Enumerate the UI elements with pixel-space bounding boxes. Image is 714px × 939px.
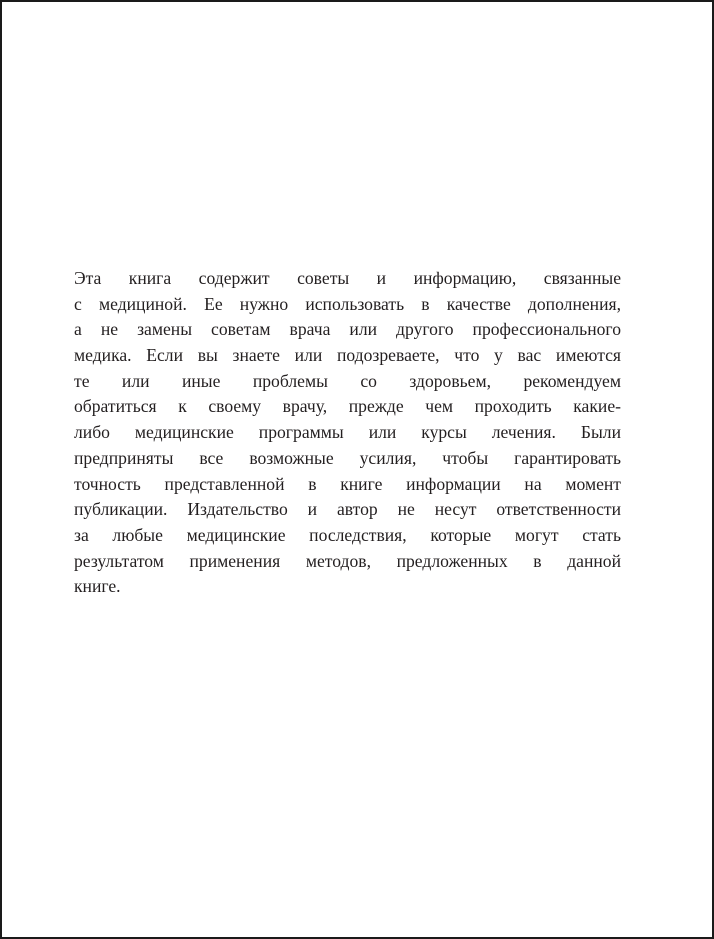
text-line: точность представленной в книге информации на момент [74, 473, 621, 494]
text-line: обратиться к своему врачу, прежде чем проходить какие- [74, 396, 621, 417]
text-line: либо медицинские программы или курсы лечения. Были [74, 422, 621, 443]
text-line: результатом применения методов, предложенных в данной [74, 550, 621, 571]
disclaimer-paragraph [74, 266, 621, 600]
text-line: а не замены советам врача или другого профессионального [74, 319, 621, 340]
text-line: за любые медицинские последствия, которые могут стать [74, 524, 621, 545]
text-line: публикации. Издательство и автор не несут ответственности [74, 499, 621, 520]
text-line: книге. [74, 576, 121, 597]
text-line: предприняты все возможные усилия, чтобы гарантировать [74, 447, 621, 468]
text-line: Эта книга содержит советы и информацию, связанные [74, 268, 621, 288]
text-line: те или иные проблемы со здоровьем, рекомендуем [74, 370, 621, 391]
text-line: с медициной. Ее нужно использовать в качестве дополнения, [74, 293, 621, 314]
text-line: медика. Если вы знаете или подозреваете, что у вас имеются [74, 345, 621, 366]
